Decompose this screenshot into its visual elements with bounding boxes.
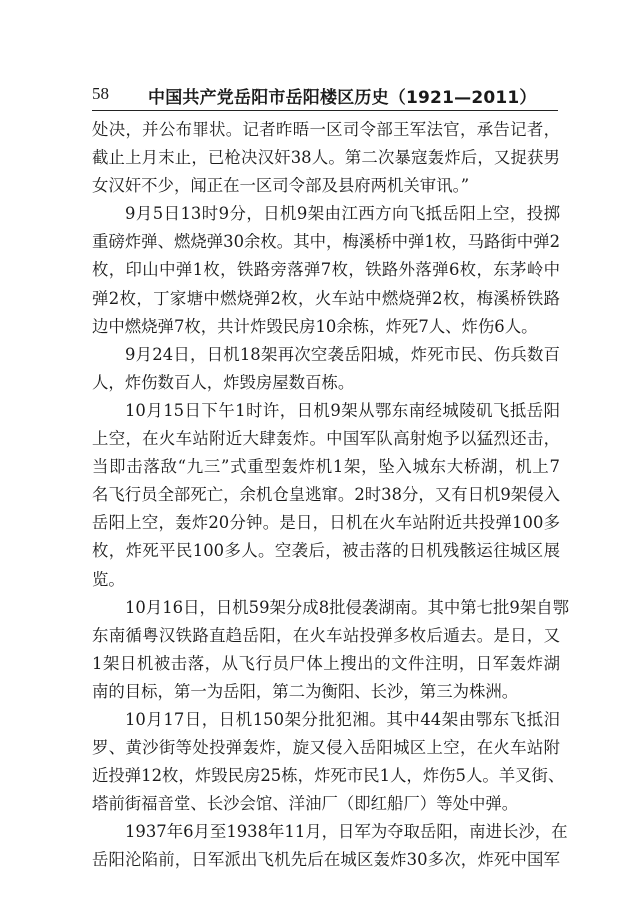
text-line: 人，炸伤数百人，炸毁房屋数百栋。 xyxy=(92,372,355,392)
text-line: 9月5日13时9分，日机9架由江西方向飞抵岳阳上空，投掷 xyxy=(125,204,560,224)
text-line: 当即击落敌“九三”式重型轰炸机1架，坠入城东大桥湖，机上7 xyxy=(92,457,560,477)
text-line: 名飞行员全部死亡，余机仓皇逃窜。2时38分，又有日机9架侵入 xyxy=(92,485,560,505)
text-line: 截止上月末止，已枪决汉奸38人。第二次暴寇轰炸后，又捉获男 xyxy=(92,148,560,168)
text-line: 9月24日，日机18架再次空袭岳阳城，炸死市民、伤兵数百 xyxy=(125,344,560,364)
text-line: 1937年6月至1938年11月，日军为夺取岳阳，南进长沙，在 xyxy=(125,822,568,842)
text-line: 重磅炸弹、燃烧弹30余枚。其中，梅溪桥中弹1枚，马路街中弹2 xyxy=(92,232,560,252)
text-line: 处决，并公布罪状。记者昨晤一区司令部王军法官，承告记者， xyxy=(92,120,560,139)
text-line: 罗、黄沙街等处投弹轰炸，旋又侵入岳阳城区上空，在火车站附 xyxy=(92,738,560,758)
text-line: 弹2枚，丁家塘中燃烧弹2枚，火车站中燃烧弹2枚，梅溪桥铁路 xyxy=(92,288,560,308)
text-line: 10月17日，日机150架分批犯湘。其中44架由鄂东飞抵汨 xyxy=(125,709,560,729)
text-line: 枚，炸死平民100多人。空袭后，被击落的日机残骸运往城区展 xyxy=(92,541,560,561)
text-line: 东南循粤汉铁路直趋岳阳，在火车站投弹多枚后遁去。是日，又 xyxy=(92,625,560,645)
text-line: 览。 xyxy=(92,569,125,589)
text-line: 南的目标，第一为岳阳，第二为衡阳、长沙，第三为株洲。 xyxy=(92,681,519,701)
page-header xyxy=(92,80,558,112)
text-line: 10月16日，日机59架分成8批侵袭湖南。其中第七批9架自鄂 xyxy=(125,597,570,617)
text-line: 1架日机被击落，从飞行员尸体上搜出的文件注明，日军轰炸湖 xyxy=(92,653,560,673)
text-line: 岳阳沦陷前，日军派出飞机先后在城区轰炸30多次，炸死中国军 xyxy=(92,850,560,870)
text-line: 10月15日下午1时许，日机9架从鄂东南经城陵矶飞抵岳阳 xyxy=(125,400,560,420)
header-rule xyxy=(92,110,558,111)
text-line: 枚，印山中弹1枚，铁路旁落弹7枚，铁路外落弹6枚，东茅岭中 xyxy=(92,260,560,280)
text-line: 近投弹12枚，炸毁民房25栋，炸死市民1人，炸伤5人。羊叉街、 xyxy=(92,766,565,786)
page-number: 58 xyxy=(92,84,109,103)
text-line: 边中燃烧弹7枚，共计炸毁民房10余栋，炸死7人、炸伤6人。 xyxy=(92,316,538,336)
text-line: 女汉奸不少，闻正在一区司令部及县府两机关审讯。” xyxy=(92,176,470,196)
text-line: 塔前街福音堂、长沙会馆、洋油厂（即红船厂）等处中弹。 xyxy=(92,794,519,814)
body-text xyxy=(92,116,570,875)
text-line: 岳阳上空，轰炸20分钟。是日，日机在火车站附近共投弹100多 xyxy=(92,513,560,533)
running-title: 中国共产党岳阳市岳阳楼区历史（1921—2011） xyxy=(148,88,537,108)
text-line: 上空，在火车站附近大肆轰炸。中国军队高射炮予以猛烈还击， xyxy=(92,429,560,449)
